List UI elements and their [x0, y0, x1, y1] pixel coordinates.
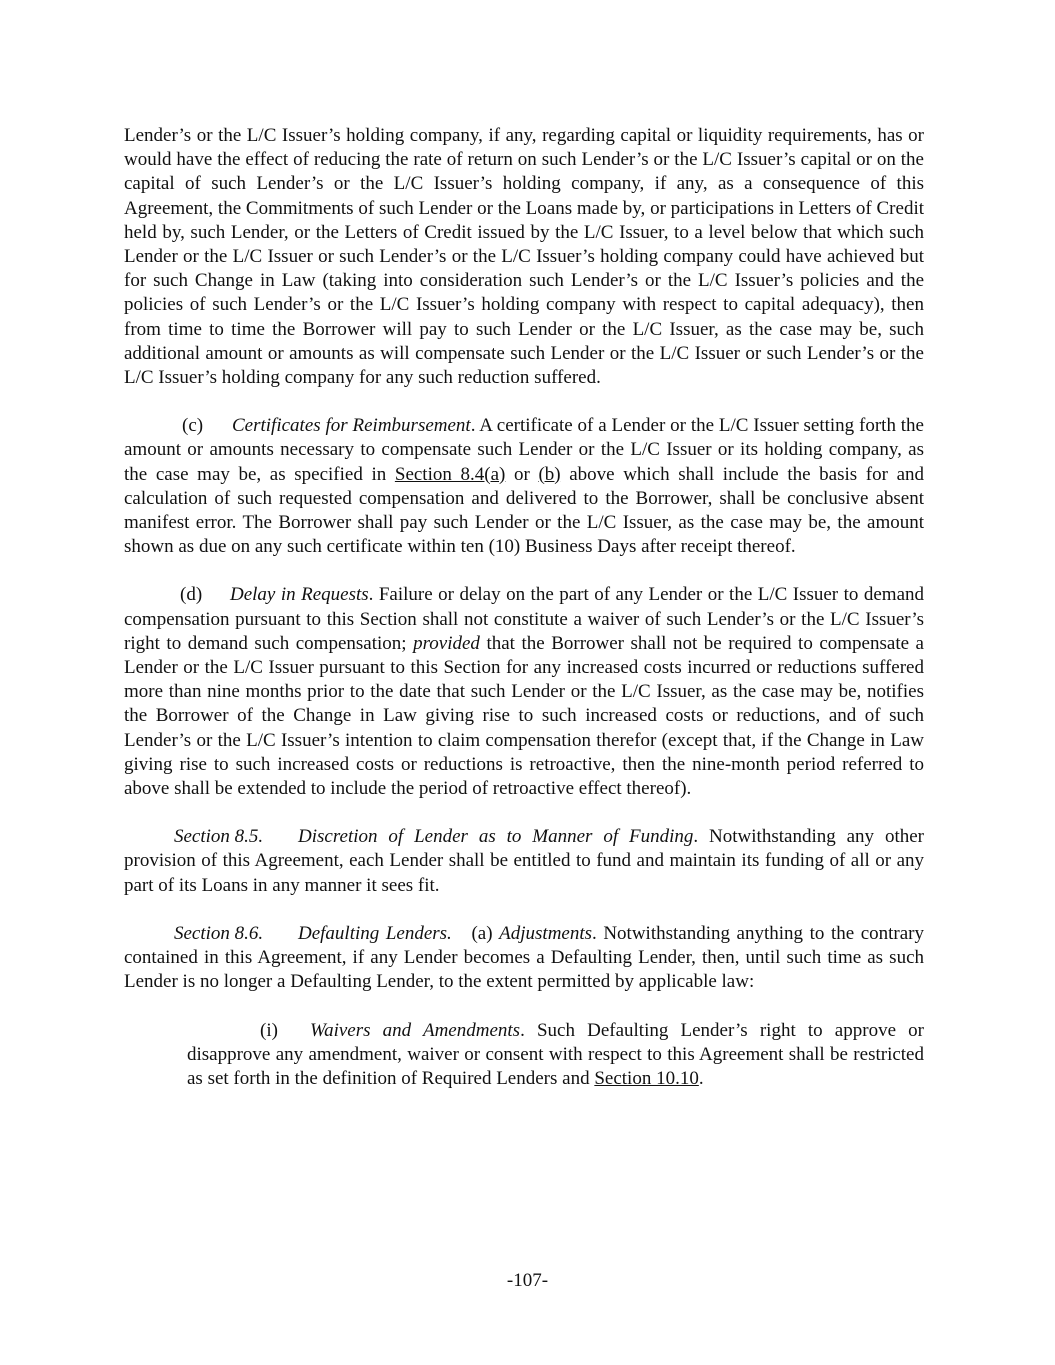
- paragraph-text: . Notwithstanding any other provision of this Agreement, each Lender shall be entitled to fund and maintain its funding of all or any part of its Loans in any manner it sees fit.: [124, 826, 924, 896]
- section-8-5: [124, 825, 924, 898]
- document-page: [124, 124, 924, 1115]
- subsection-heading: Adjustments: [499, 922, 593, 944]
- paragraph-heading: Certificates for Reimbursement: [232, 415, 471, 437]
- paragraph-text: .: [698, 1067, 704, 1089]
- paragraph-label: (i): [260, 1019, 278, 1041]
- section-reference: (b): [538, 463, 561, 485]
- emphasis-text: provided: [413, 632, 480, 654]
- section-reference: Section 10.10: [594, 1067, 699, 1089]
- paragraph-continuation: Lender’s or the L/C Issuer’s holding company, if any, regarding capital or liquidity requirements, has or would have the effect of reducing the rate of return on such Lender’s or the L/C Issuer’s capital or on the capital of such Lender’s or the L/C Issuer’s holding company, if any, as a consequence of this Agreement, the Commitments of such Lender or the Loans made by, or participations in Letters of Credit held by, such Lender, or the Letters of Credit issued by the L/C Issuer, to a level below that which such Lender or the L/C Issuer or such Lender’s or the L/C Issuer’s holding company could have achieved but for such Change in Law (taking into consideration such Lender’s or the L/C Issuer’s policies and the policies of such Lender’s or the L/C Issuer’s holding company with respect to capital adequacy), then from time to time the Borrower will pay to such Lender or the L/C Issuer, as the case may be, such additional amount or amounts as will compensate such Lender or the L/C Issuer or such Lender’s or the L/C Issuer’s holding company for any such reduction suffered.: [124, 125, 924, 389]
- section-number: Section 8.5.: [174, 826, 264, 848]
- paragraph-d-delay: [124, 583, 924, 801]
- paragraph-label: (d): [180, 584, 203, 606]
- paragraph-label: (c): [182, 415, 204, 437]
- section-8-6: [124, 922, 924, 995]
- paragraph-text: or: [505, 463, 539, 485]
- section-reference: Section 8.4(a): [394, 463, 506, 485]
- subsection-label: (a): [471, 922, 493, 944]
- paragraph-heading: Delay in Requests: [230, 584, 369, 606]
- paragraph-c-certificates: [124, 414, 924, 559]
- page-number: -107-: [506, 1270, 549, 1291]
- paragraph-text: that the Borrower shall not be required to compensate a Lender or the L/C Issuer pursuant to this Section for any increased costs incurred or reductions suffered more than nine months prior to the date that such Lender or the L/C Issuer, as the case may be, notifies the Borrower of the Change in Law giving rise to such increased costs or reductions, and of such Lender’s or the L/C Issuer’s intention to claim compensation therefor (except that, if the Change in Law giving rise to such increased costs or reductions is retroactive, then the nine-month period referred to above shall be extended to include the period of retroactive effect thereof).: [124, 632, 924, 800]
- section-heading: Defaulting Lenders.: [298, 922, 452, 944]
- section-number: Section 8.6.: [174, 922, 264, 944]
- paragraph-text: . A certificate of a Lender or the L/C Issuer setting forth the amount or amounts necessary to compensate such Lender or the L/C Issuer or its holding company, as the case may be, as specified in: [124, 415, 924, 485]
- paragraph-i-waivers: [187, 1019, 924, 1092]
- paragraph-text: above which shall include the basis for and calculation of such requested compensation and delivered to the Borrower, shall be conclusive absent manifest error. The Borrower shall pay such Lender or the L/C Issuer, as the case may be, the amount shown as due on any such certificate within ten (10) Business Days after receipt thereof.: [124, 463, 925, 558]
- paragraph-heading: Waivers and Amendments: [310, 1019, 521, 1041]
- paragraph-text: . Such Defaulting Lender’s right to approve or disapprove any amendment, waiver or consent with respect to this Agreement shall be restricted as set forth in the definition of Required Lenders and: [187, 1019, 924, 1089]
- section-heading: Discretion of Lender as to Manner of Funding: [298, 826, 694, 848]
- paragraph-text: . Notwithstanding anything to the contrary contained in this Agreement, if any Lender becomes a Defaulting Lender, then, until such time as such Lender is no longer a Defaulting Lender, to the extent permitted by applicable law:: [124, 922, 925, 993]
- paragraph-text: . Failure or delay on the part of any Lender or the L/C Issuer to demand compensation pursuant to this Section shall not constitute a waiver of such Lender’s or the L/C Issuer’s right to demand such compensation;: [124, 584, 925, 654]
